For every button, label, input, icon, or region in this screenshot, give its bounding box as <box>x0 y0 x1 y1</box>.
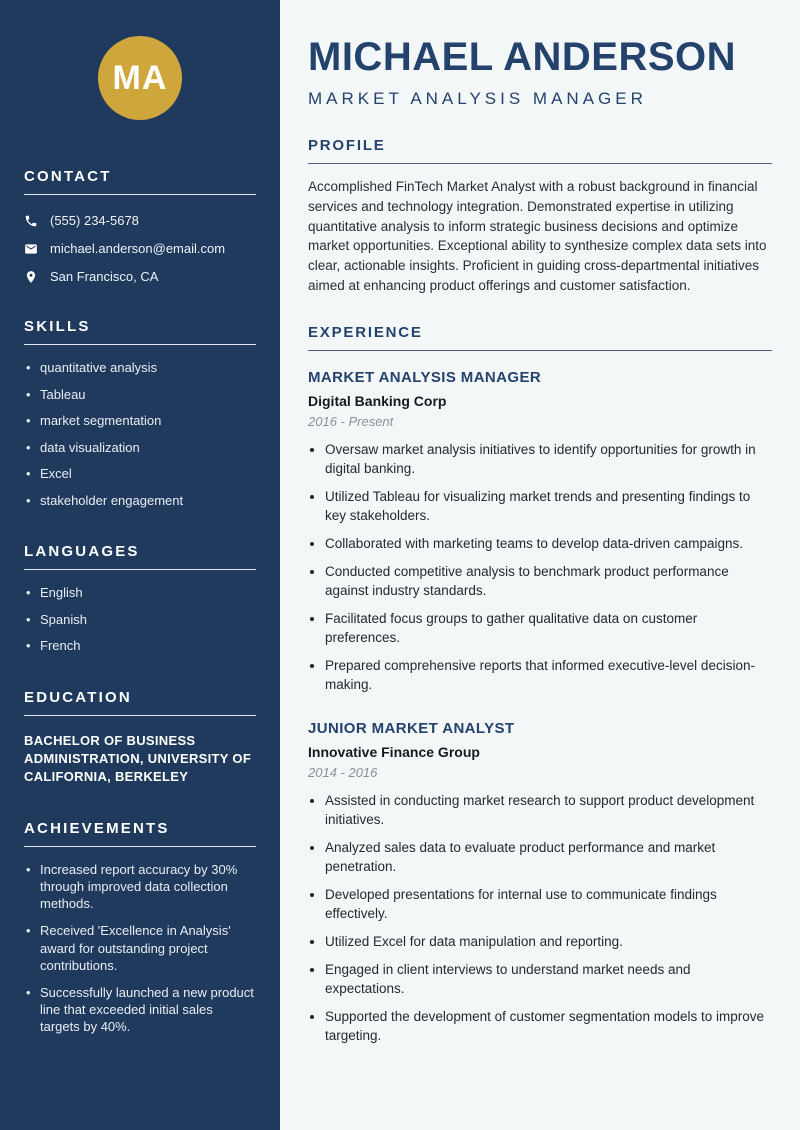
contact-heading: CONTACT <box>24 168 112 185</box>
contact-phone-text: (555) 234-5678 <box>50 213 139 228</box>
phone-icon <box>24 214 38 228</box>
main-content <box>280 0 800 1130</box>
skills-section <box>24 318 256 509</box>
experience-heading: EXPERIENCE <box>308 323 423 341</box>
education-heading: EDUCATION <box>24 688 132 706</box>
sidebar <box>0 0 280 1130</box>
section-divider <box>308 350 772 351</box>
job-dates: 2014 - 2016 <box>308 764 378 780</box>
job-bullet: • Supported the development of customer segmentation models to improve targeting. <box>325 1007 772 1045</box>
person-name: MICHAEL ANDERSON <box>308 35 737 79</box>
skill-item: • data visualization <box>24 439 256 457</box>
section-divider <box>24 569 256 570</box>
job-bullet: • Engaged in client interviews to understand market needs and expectations. <box>325 960 772 998</box>
section-divider <box>24 715 256 716</box>
degree-text: BACHELOR OF BUSINESS ADMINISTRATION, UNIVERSITY OF CALIFORNIA, BERKELEY <box>24 732 252 784</box>
skills-heading: SKILLS <box>24 318 91 335</box>
job-bullet: • Conducted competitive analysis to benchmark product performance against industry standards. <box>325 562 772 600</box>
job-bullet: • Utilized Excel for data manipulation and reporting. <box>325 932 772 951</box>
contact-email-row <box>24 241 256 256</box>
skills-list <box>24 359 256 509</box>
profile-text: Accomplished FinTech Market Analyst with a robust background in financial services and technology integration. Demonstrated expertise in utilizing quantitative analysis to inform strategic business decisions and optimize market opportunities. Exceptional ability to synthesize complex data sets into clear, actionable insights. Proficient in guiding cross-departmental initiatives aimed at enhancing product offerings and customer satisfaction. <box>308 179 767 293</box>
contact-location-text: San Francisco, CA <box>50 269 159 284</box>
job-bullet: • Assisted in conducting market research to support product development initiatives. <box>325 791 772 829</box>
job-bullet: • Oversaw market analysis initiatives to identify opportunities for growth in digital banking. <box>325 440 772 478</box>
job-bullet: • Collaborated with marketing teams to develop data-driven campaigns. <box>325 534 772 553</box>
job-bullet: • Facilitated focus groups to gather qualitative data on customer preferences. <box>325 609 772 647</box>
job-bullet: • Prepared comprehensive reports that informed executive-level decision-making. <box>325 656 772 694</box>
section-divider <box>24 194 256 195</box>
achievements-heading: ACHIEVEMENTS <box>24 819 170 837</box>
language-item: • English <box>24 584 256 602</box>
job-bullet-list <box>308 791 772 1045</box>
person-job-title: MARKET ANALYSIS MANAGER <box>308 89 647 108</box>
language-item: • French <box>24 637 256 655</box>
skill-item: • quantitative analysis <box>24 359 256 377</box>
location-icon <box>24 270 38 284</box>
skill-item: • Tableau <box>24 386 256 404</box>
achievement-item: • Successfully launched a new product line that exceeded initial sales targets by 40%. <box>24 984 256 1035</box>
section-divider <box>24 846 256 847</box>
profile-heading: PROFILE <box>308 137 386 154</box>
job-entry <box>308 720 772 1045</box>
job-bullet: • Developed presentations for internal use to communicate findings effectively. <box>325 885 772 923</box>
achievement-item: • Increased report accuracy by 30% through improved data collection methods. <box>24 861 256 912</box>
contact-location-row <box>24 269 256 284</box>
language-item: • Spanish <box>24 611 256 629</box>
education-section <box>24 689 256 786</box>
experience-section <box>308 324 772 1045</box>
job-entry <box>308 369 772 694</box>
languages-section <box>24 543 256 655</box>
profile-section <box>308 137 772 296</box>
job-bullet: • Utilized Tableau for visualizing market trends and presenting findings to key stakeholders. <box>325 487 772 525</box>
job-role: MARKET ANALYSIS MANAGER <box>308 368 542 386</box>
skill-item: • stakeholder engagement <box>24 492 256 510</box>
section-divider <box>24 344 256 345</box>
languages-list <box>24 584 256 655</box>
achievements-section <box>24 820 256 1035</box>
skill-item: • Excel <box>24 465 256 483</box>
email-icon <box>24 242 38 256</box>
contact-section <box>24 168 256 284</box>
job-dates: 2016 - Present <box>308 413 394 429</box>
languages-heading: LANGUAGES <box>24 543 140 561</box>
avatar-initials: MA <box>112 58 168 97</box>
avatar <box>98 36 182 120</box>
achievement-item: • Received 'Excellence in Analysis' award for outstanding project contributions. <box>24 922 256 973</box>
job-company: Digital Banking Corp <box>308 392 447 409</box>
contact-list <box>24 213 256 284</box>
contact-phone-row <box>24 213 256 228</box>
section-divider <box>308 163 772 164</box>
contact-email-text: michael.anderson@email.com <box>50 241 226 256</box>
job-company: Innovative Finance Group <box>308 743 480 760</box>
job-role: JUNIOR MARKET ANALYST <box>308 719 515 737</box>
achievements-list <box>24 861 256 1035</box>
job-bullet: • Analyzed sales data to evaluate product performance and market penetration. <box>325 838 772 876</box>
job-bullet-list <box>308 440 772 694</box>
skill-item: • market segmentation <box>24 412 256 430</box>
